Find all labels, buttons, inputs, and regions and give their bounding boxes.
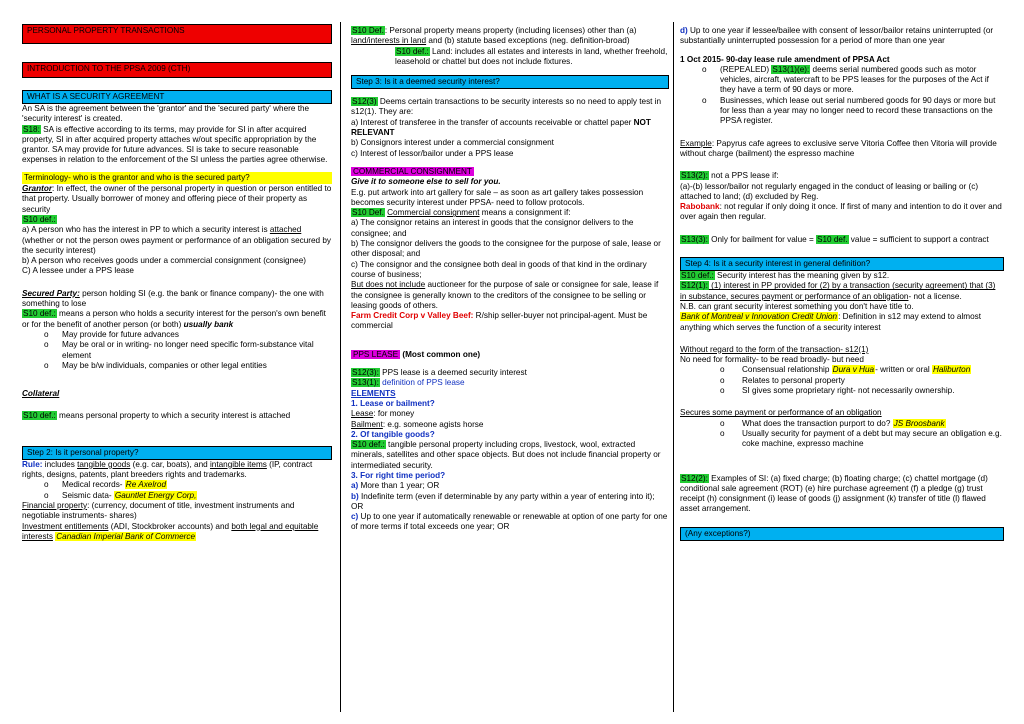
term-a: a) More than 1 year; OR bbox=[351, 481, 440, 491]
tangible-def: S10 def.: tangible personal property including crops, livestock, wool, extracted minerals, satellites and other space objects. But does not include financial property or intermediated security. bbox=[351, 440, 661, 470]
s12-1: S12(1): (1) interest in PP provided for (2) by a transaction (security agreement) that (3) in substance, secures payment or performance of an obligation- not a license. bbox=[680, 281, 996, 301]
list-item: o (REPEALED) S13(1)(e): deems serial numbered goods such as motor vehicles, aircraft, watercraft to be PPS leases for the purposes of the Act if they have a term of 90 days or more. bbox=[702, 64, 989, 95]
cc-heading: COMMERCIAL CONSIGNMENT bbox=[353, 166, 472, 176]
list-item: o Businesses, which lease out serial numbered goods for 90 days or more but for less than a year may no longer need to record these transactions on the PPSA register. bbox=[702, 95, 996, 126]
s13-3: S13(3): Only for bailment for value = S10 def. value = sufficient to support a contract bbox=[681, 234, 989, 244]
cc-example: E.g. put artwork into art gallery for sale – as soon as art gallery takes possession becomes security interest under PPSA- need to follow protocols. bbox=[351, 187, 644, 207]
term-b: b) Indefinite term (even if determinable by any party within a year of entering into it); OR bbox=[351, 491, 655, 511]
si-def: S10 def.: Security interest has the meaning given by s12. bbox=[681, 271, 890, 281]
list-item: o May be oral or in writing- no longer need specific form-substance vital element bbox=[44, 340, 314, 360]
sa-definition: An SA is the agreement between the 'grantor' and the 'secured party' where the 'security interest' is created. bbox=[22, 104, 310, 124]
list-item: o May provide for future advances bbox=[44, 329, 179, 339]
s12-3-paragraph: S12(3) Deems certain transactions to be security interests so no need to apply test in s12(1). They are: bbox=[351, 97, 662, 117]
column-divider-2 bbox=[673, 22, 674, 712]
s10-tag-grantor: S10 def.: bbox=[23, 214, 56, 224]
collateral-def: S10 def.: means personal property to which a security interest is attached bbox=[23, 411, 291, 421]
s18-paragraph bbox=[22, 125, 332, 166]
cc-b: b) The consignor delivers the goods to the consignee for the purpose of sale, lease or other disposal; and bbox=[351, 239, 661, 259]
term-d: d) Up to one year if lessee/bailee with consent of lessor/bailor retains uninterrupted (or substantially uninterrupted possession for a period of more than one year bbox=[680, 26, 994, 46]
s10-tag-sp: S10 def.: bbox=[23, 309, 56, 319]
farm-credit-case: Farm Credit Corp v Valley Beef: R/ship seller-buyer not principal-agent. Must be commercial bbox=[351, 311, 648, 331]
header-exceptions: (Any exceptions?) bbox=[680, 527, 1004, 541]
rule-paragraph: Rule: includes tangible goods (e.g. car, boats), and intangible items (IP, contract rights, designs, patents, plant breeders rights and trademarks. bbox=[22, 459, 313, 480]
without-regard: Without regard to the form of the transaction- s12(1) bbox=[680, 344, 869, 354]
grantor-c: C) A lessee under a PPS lease bbox=[22, 266, 134, 276]
pp-definition: S10 Def.: Personal property means property (including licenses) other than (a) land/interests in land and (b) statute based exceptions (neg. definition-broad) bbox=[351, 26, 637, 46]
secures-payment: Secures some payment or performance of an obligation bbox=[680, 408, 882, 418]
lease: Lease: for money bbox=[351, 409, 415, 419]
no-need: No need for formality- to be read broadly- but need bbox=[680, 355, 864, 365]
list-item: o Relates to personal property bbox=[720, 375, 845, 385]
list-item: o Seismic data- Gauntlet Energy Corp, bbox=[44, 490, 197, 500]
grantor-a: a) A person who has the interest in PP to which a security interest is attached (whether or not the person owes payment or performance of an obligation secured by the security interest) bbox=[22, 225, 332, 255]
pps-deemed: S12(3): PPS lease is a deemed security interest bbox=[352, 368, 527, 378]
s10-tag-collateral: S10 def.: bbox=[23, 411, 56, 421]
investment-entitlements: Investment entitlements (ADI, Stockbroker accounts) and both legal and equitable interests Canadian Imperial Bank of Commerce bbox=[22, 521, 319, 541]
grantor-label: Grantor bbox=[22, 184, 53, 194]
land-definition: S10 def.: Land: includes all estates and interests in land, whether freehold, leasehold or chattel but does not include fixtures. bbox=[395, 46, 668, 66]
s18-tag: S18: bbox=[23, 124, 40, 134]
cc-a: a) The consignor retains an interest in goods that the consignor delivers to the consignee; and bbox=[351, 218, 634, 238]
grantor-text: : In effect, the owner of the personal property in question or person entitled to that property. Usually borrower of money and offering piece of their property as security bbox=[22, 184, 332, 214]
header-security-agreement: WHAT IS A SECURITY AGREEMENT bbox=[22, 90, 332, 104]
oct-2015: 1 Oct 2015- 90-day lease rule amendment of PPSA Act bbox=[680, 54, 890, 64]
header-step-4: Step 4: Is it a security interest in general definition? bbox=[680, 257, 1004, 271]
rabobank-case: Rabobank: not regular if only doing it once. If first of many and intention to do it over and over again then regular. bbox=[680, 202, 1002, 222]
pps-definition: S13(1): definition of PPS lease bbox=[352, 378, 465, 388]
cc-exclusion: But does not include auctioneer for the purpose of sale or consignee for sale, lease if the consignee is generally known to the creditors of the consignee to be selling or leasing goods of others. bbox=[351, 280, 659, 310]
secured-party-def: S10 def.: means a person who holds a security interest for the person's own benefit or for the benefit of another person (or both) usually bank bbox=[22, 309, 326, 329]
bank-of-montreal: Bank of Montreal v Innovation Credit Union: Definition in s12 may extend to almost anything which serves the function of a security interest bbox=[680, 312, 982, 332]
list-c: c) Interest of lessor/bailor under a PPS lease bbox=[351, 148, 514, 158]
list-item: o Medical records- Re Axelrod bbox=[44, 480, 166, 490]
header-step-3: Step 3: Is it a deemed security interest? bbox=[351, 75, 669, 89]
column-3 bbox=[680, 26, 1004, 541]
list-a: a) Interest of transferee in the transfer of accounts receivable or chattel paper NOT RELEVANT bbox=[351, 117, 651, 138]
list-item: o What does the transaction purport to do? JS Broosbank bbox=[720, 418, 945, 428]
secured-party-label: Secured Party: bbox=[22, 288, 80, 298]
element-3: 3. For right time period? bbox=[351, 470, 446, 480]
header-intro-ppsa: INTRODUCTION TO THE PPSA 2009 (CTH) bbox=[22, 62, 332, 78]
elements-heading: ELEMENTS bbox=[351, 388, 396, 398]
element-2: 2. Of tangible goods? bbox=[351, 429, 435, 439]
secured-party-paragraph: Secured Party: person holding SI (e.g. the bank or finance company)- the one with something to lose bbox=[22, 288, 324, 309]
pps-lease-heading: PPS LEASE (Most common one) bbox=[353, 349, 481, 359]
column-1 bbox=[22, 24, 332, 542]
cc-c: c) The consignor and the consignee both deal in goods of that kind in the ordinary course of business; bbox=[351, 259, 647, 279]
list-item: o Consensual relationship Dura v Hua- written or oral Haliburton bbox=[720, 365, 971, 375]
cc-definition: S10 Def. Commercial consignment means a consignment if: bbox=[352, 208, 571, 218]
column-divider-1 bbox=[340, 22, 341, 712]
list-item: o May be b/w individuals, companies or other legal entities bbox=[44, 360, 267, 370]
element-1: 1. Lease or bailment? bbox=[351, 398, 435, 408]
list-item: o Usually security for payment of a debt but may secure an obligation e.g. coke machine, expresso machine bbox=[720, 428, 1002, 449]
s12-2: S12(2): Examples of SI: (a) fixed charge; (b) floating charge; (c) chattel mortgage (d) conditional sale agreement (ROT) (e) hire purchase agreement (f) a pledge (g) trust receipt (h) consignment (i) lease of goods (j) assignment (k) transfer of title (l) flawed asset arrangement. bbox=[680, 473, 988, 514]
example-papyrus: Example: Papyrus cafe agrees to exclusive serve Vitoria Coffee then Vitoria will provide without charge (bailment) the espresso machine bbox=[680, 138, 997, 158]
s13-2: S13(2): not a PPS lease if: bbox=[681, 171, 779, 181]
column-2 bbox=[351, 26, 669, 533]
s13-2-list: (a)-(b) lessor/bailor not regularly engaged in the conduct of leasing or bailing or (c) attached to land; (d) excluded by Reg. bbox=[680, 181, 979, 201]
terminology-header: Terminology- who is the grantor and who is the secured party? bbox=[22, 172, 332, 184]
nb: N.B. can grant security interest something you don't have title to. bbox=[680, 301, 914, 311]
term-c: c) Up to one year if automatically renewable or renewable at option of one party for one of more terms if total exceeds one year; OR bbox=[351, 512, 668, 532]
header-step-2: Step 2: Is it personal property? bbox=[22, 446, 332, 460]
grantor-paragraph bbox=[22, 184, 332, 215]
list-b: b) Consignors interest under a commercial consignment bbox=[351, 138, 554, 148]
list-item: o SI gives some proprietary right- not necessarily ownership. bbox=[720, 386, 955, 396]
s18-text: SA is effective according to its terms, may provide for SI in after acquired property, SI in after acquired property attaches w/out specific appropriation by the grantor. SA may provide for future advances. SI is take to secure reasonable expenses in relation to the enforcement of the SI unless the parties agree otherwise. bbox=[22, 124, 328, 165]
financial-property: Financial property: (currency, document of title, investment instruments and negotiable instruments- shares) bbox=[22, 500, 295, 521]
cc-intro: Give it to someone else to sell for you. bbox=[351, 177, 501, 187]
grantor-b: b) A person who receives goods under a commercial consignment (consignee) bbox=[22, 256, 306, 266]
header-personal-property: PERSONAL PROPERTY TRANSACTIONS bbox=[22, 24, 332, 44]
bailment: Bailment: e.g. someone agists horse bbox=[351, 419, 484, 429]
collateral-heading: Collateral bbox=[22, 389, 60, 399]
